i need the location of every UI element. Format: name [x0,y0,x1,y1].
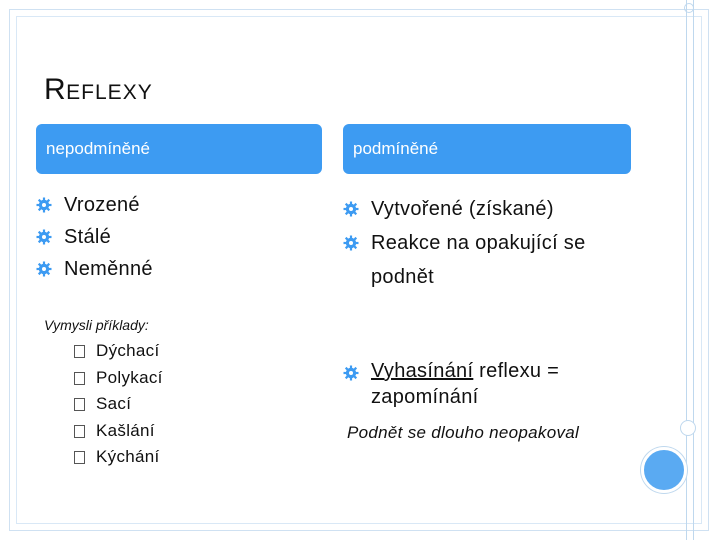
list-item-label: Vytvořené (získané) [371,198,554,220]
checkbox-icon [74,398,85,411]
checkbox-icon [74,425,85,438]
list-item [74,365,163,392]
checkbox-icon [74,372,85,385]
slide-title: REFLEXY [44,73,153,106]
header-conditioned [343,124,631,174]
list-item [343,226,633,294]
header-label: nepodmíněné [46,139,150,158]
decor-line [693,0,694,540]
decor-dot [684,3,694,13]
decor-line [686,0,687,540]
list-item [36,224,316,250]
header-unconditioned [36,124,322,174]
list-item [74,418,163,445]
list-item [74,338,163,365]
list-item-label: Dýchací [96,341,160,360]
gear-icon [36,197,52,213]
list-item-label: Polykací [96,367,163,387]
examples-list [74,338,163,471]
examples-label: Vymysli příklady: [44,317,149,333]
list-item [343,358,633,410]
list-item [74,444,163,471]
list-item-label: Neměnné [64,258,153,280]
gear-icon [343,365,359,381]
list-item-label [371,360,559,408]
list-item [36,192,316,218]
list-item [36,256,316,282]
list-item-label: Kýchání [96,447,160,466]
decor-circle [641,447,687,493]
gear-icon [36,261,52,277]
checkbox-icon [74,451,85,464]
list-item [343,192,633,226]
decor-dot [680,420,696,436]
list-item-label: Kašlání [96,420,155,440]
gear-icon [343,235,359,251]
checkbox-icon [74,345,85,358]
header-label: podmíněné [353,139,439,158]
list-item-label: Reakce na opakující se podnět [371,232,586,288]
list-item-label: Sací [96,394,132,413]
underlined-term: Vyhasínání [371,360,474,382]
list-item-label: Vrozené [64,194,140,216]
list-item-label: Stálé [64,226,112,248]
conditioned-list [343,192,633,294]
gear-icon [36,229,52,245]
list-item [74,391,163,418]
unconditioned-list [36,192,316,288]
list-item-rest: reflexu = zapomínání [371,360,560,408]
gear-icon [343,201,359,217]
conditioned-list-2 [343,358,633,410]
note-text: Podnět se dlouho neopakoval [347,423,580,442]
